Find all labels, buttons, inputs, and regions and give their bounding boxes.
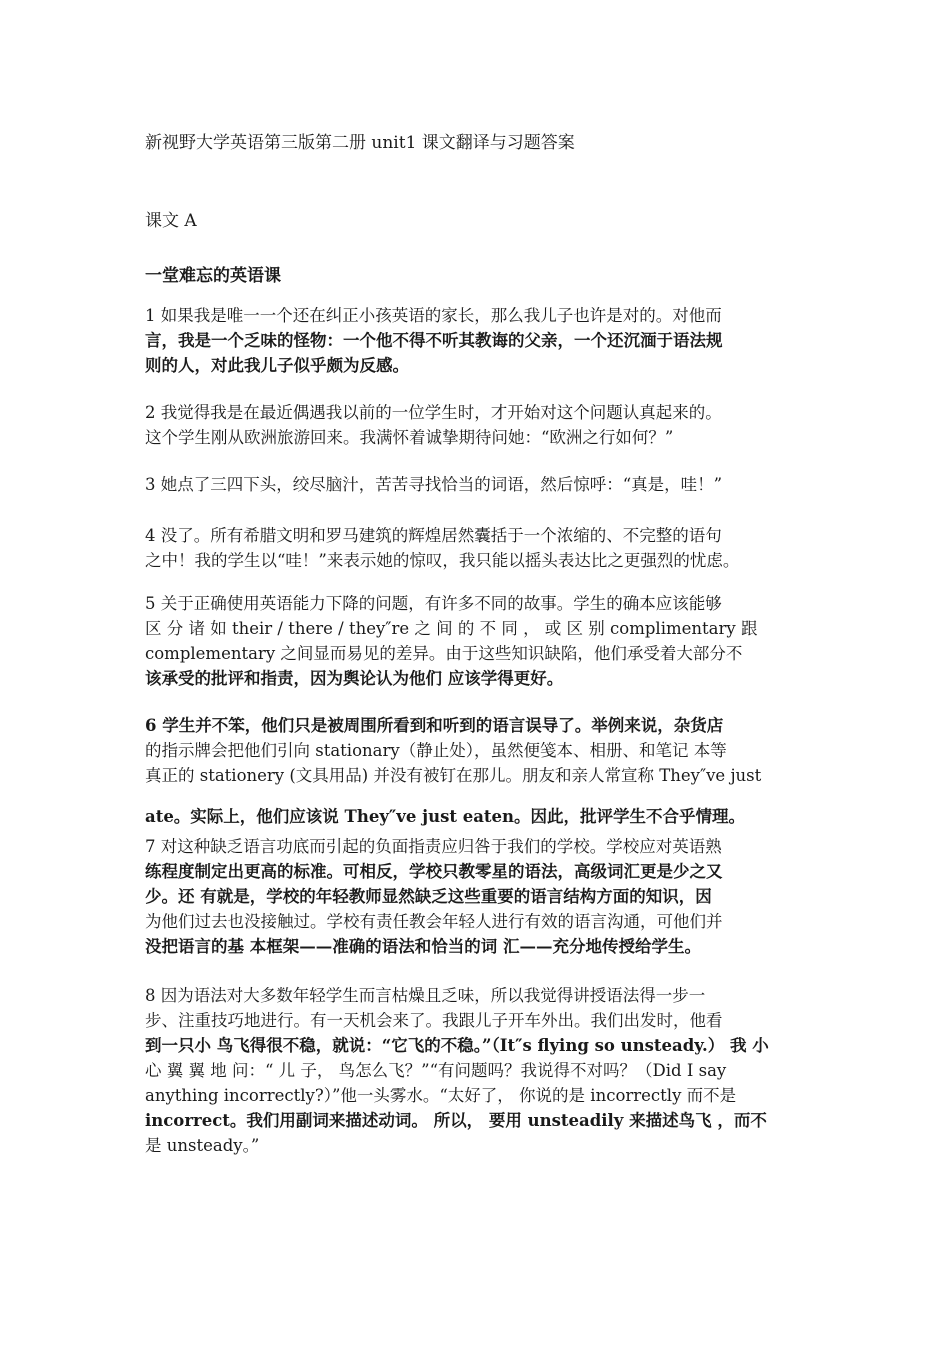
paragraph-line: 4 没了。所有希腊文明和罗马建筑的辉煌居然囊括于一个浓缩的、不完整的语句 <box>145 526 722 545</box>
paragraph-line: 6 学生并不笨，他们只是被周围所看到和听到的语言误导了。举例来说，杂货店 <box>145 716 724 735</box>
paragraph-7 <box>145 834 807 959</box>
paragraph-5 <box>145 591 807 691</box>
lesson-title: 一堂难忘的英语课 <box>145 266 281 286</box>
paragraph-line: 区 分 诸 如 their / there / they″re 之 间 的 不 同 ， 或 区 别 complimentary 跟 <box>145 619 758 638</box>
paragraph-line: 则的人，对此我儿子似乎颇为反感。 <box>145 356 409 375</box>
paragraph-line: 8 因为语法对大多数年轻学生而言枯燥且乏味，所以我觉得讲授语法得一步一 <box>145 986 706 1005</box>
paragraph-line: 练程度制定出更高的标准。可相反，学校只教零星的语法，高级词汇更是少之又 <box>145 862 723 881</box>
paragraph-1 <box>145 303 807 378</box>
paragraph-line: complementary 之间显而易见的差异。由于这些知识缺陷，他们承受着大部分不 <box>145 644 743 663</box>
section-heading: 课文 A <box>145 211 197 231</box>
paragraph-8 <box>145 983 807 1158</box>
paragraph-line: 之中！我的学生以“哇！”来表示她的惊叹，我只能以摇头表达比之更强烈的忧虑。 <box>145 551 740 570</box>
document-title: 新视野大学英语第三版第二册 unit1 课文翻译与习题答案 <box>145 133 575 153</box>
paragraph-line: 真正的 stationery (文具用品) 并没有被钉在那儿。朋友和亲人常宣称 They″ve just <box>145 766 762 785</box>
paragraph-line: 7 对这种缺乏语言功底而引起的负面指责应归咎于我们的学校。学校应对英语熟 <box>145 837 722 856</box>
paragraph-6-continued <box>145 804 807 829</box>
paragraph-6 <box>145 713 807 788</box>
paragraph-line: 3 她点了三四下头，绞尽脑汁，苦苦寻找恰当的词语，然后惊呼：“真是，哇！” <box>145 475 723 494</box>
paragraph-line: 到一只小 鸟飞得很不稳，就说：“它飞的不稳。”（It″s flying so unsteady.） 我 小 <box>145 1036 769 1055</box>
paragraph-line: 的指示牌会把他们引向 stationary（静止处），虽然便笺本、相册、和笔记 本等 <box>145 741 727 760</box>
paragraph-line: 2 我觉得我是在最近偶遇我以前的一位学生时，才开始对这个问题认真起来的。 <box>145 403 722 422</box>
paragraph-line: 步、注重技巧地进行。有一天机会来了。我跟儿子开车外出。我们出发时，他看 <box>145 1011 723 1030</box>
paragraph-line: 少。还 有就是，学校的年轻教师显然缺乏这些重要的语言结构方面的知识，因 <box>145 887 712 906</box>
paragraph-4 <box>145 523 807 573</box>
paragraph-line: 5 关于正确使用英语能力下降的问题，有许多不同的故事。学生的确本应该能够 <box>145 594 722 613</box>
paragraph-line: anything incorrectly?）”他一头雾水。“太好了， 你说的是 incorrectly 而不是 <box>145 1086 737 1105</box>
paragraph-line: 没把语言的基 本框架——准确的语法和恰当的词 汇——充分地传授给学生。 <box>145 937 701 956</box>
paragraph-line: 这个学生刚从欧洲旅游回来。我满怀着诚挚期待问她：“欧洲之行如何？” <box>145 428 674 447</box>
paragraph-3 <box>145 472 807 497</box>
paragraph-line: 言，我是一个乏味的怪物：一个他不得不听其教诲的父亲，一个还沉湎于语法规 <box>145 331 723 350</box>
paragraph-2 <box>145 400 807 450</box>
paragraph-line: incorrect。我们用副词来描述动词。 所以， 要用 unsteadily 来描述鸟飞 ，而不 <box>145 1111 767 1130</box>
paragraph-line: ate。实际上，他们应该说 They″ve just eaten。因此，批评学生不合乎情理。 <box>145 807 746 826</box>
paragraph-line: 1 如果我是唯一一个还在纠正小孩英语的家长，那么我儿子也许是对的。对他而 <box>145 306 722 325</box>
paragraph-line: 该承受的批评和指责，因为舆论认为他们 应该学得更好。 <box>145 669 564 688</box>
paragraph-line: 是 unsteady。” <box>145 1136 260 1155</box>
paragraph-line: 为他们过去也没接触过。学校有责任教会年轻人进行有效的语言沟通，可他们并 <box>145 912 723 931</box>
paragraph-line: 心 翼 翼 地 问：“ 儿 子， 鸟怎么飞？”“有问题吗？我说得不对吗？（Did I say <box>145 1061 727 1080</box>
